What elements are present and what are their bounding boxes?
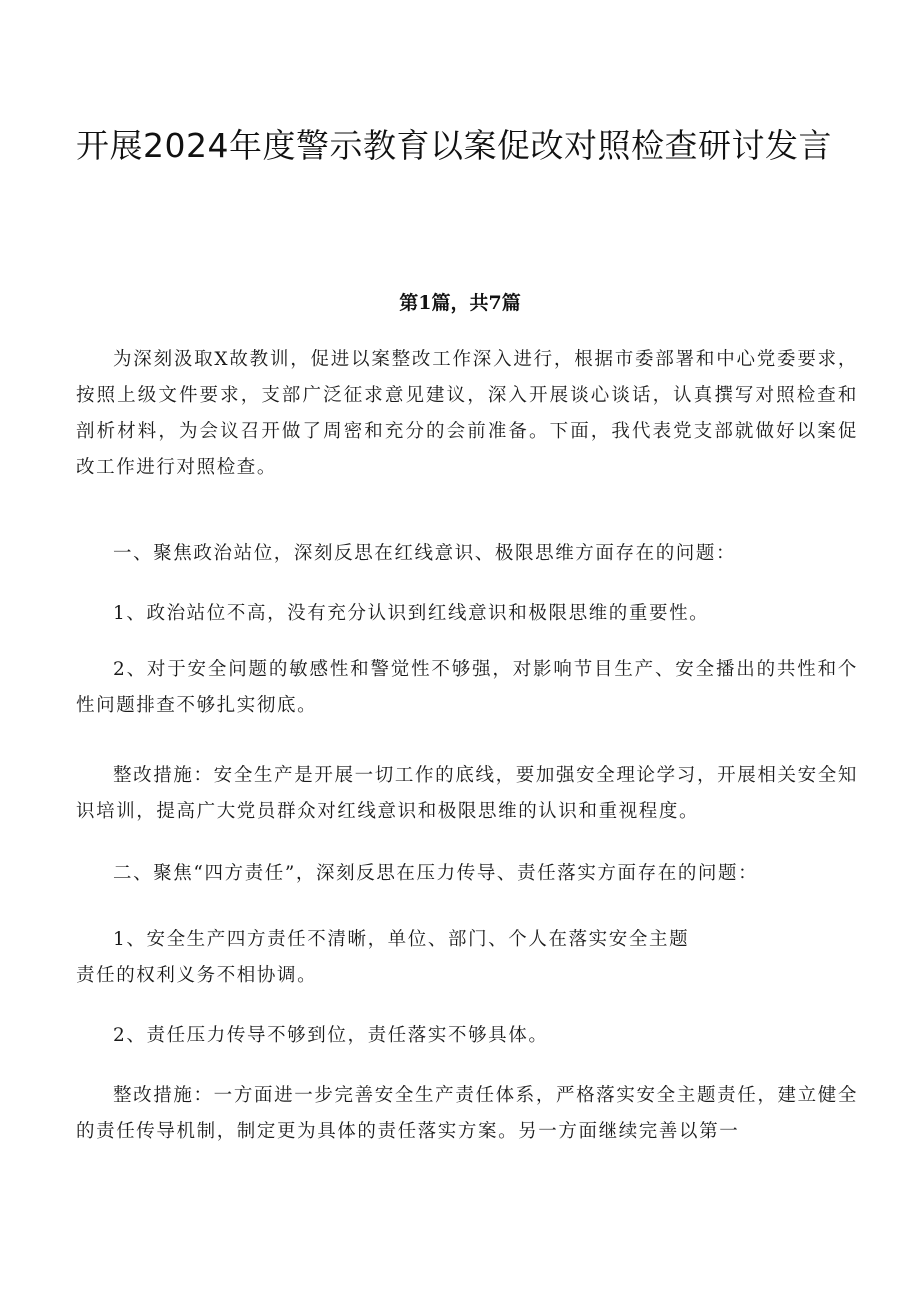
section-1-item-1: 1、政治站位不高，没有充分认识到红线意识和极限思维的重要性。 — [113, 603, 710, 624]
part-indicator: 第1篇，共7篇 — [399, 292, 521, 314]
section-2-item-1-line-1: 1、安全生产四方责任不清晰，单位、部门、个人在落实安全主题 — [113, 929, 690, 950]
section-1-measures: 整改措施：安全生产是开展一切工作的底线，要加强安全理论学习，开展相关安全知识培训，提高广大党员群众对红线意识和极限思维的认识和重视程度。 — [76, 765, 858, 822]
document-title: 开展2024年度警示教育以案促改对照检查研讨发言 — [76, 126, 832, 165]
section-2-heading: 二、聚焦“四方责任”，深刻反思在压力传导、责任落实方面存在的问题： — [113, 863, 759, 884]
intro-paragraph: 为深刻汲取X故教训，促进以案整改工作深入进行，根据市委部署和中心党委要求，按照上级文件要求，支部广泛征求意见建议，深入开展谈心谈话，认真撰写对照检查和剖析材料，为会议召开做了周密和充分的会前准备。下面，我代表党支部就做好以案促改工作进行对照检查。 — [76, 349, 858, 478]
section-2-item-1-line-2: 责任的权利义务不相协调。 — [76, 965, 318, 986]
section-2-item-2: 2、责任压力传导不够到位，责任落实不够具体。 — [113, 1025, 549, 1046]
section-1-item-2: 2、对于安全问题的敏感性和警觉性不够强，对影响节目生产、安全播出的共性和个性问题排查不够扎实彻底。 — [76, 659, 858, 716]
section-2-item-1 — [76, 922, 858, 994]
section-2-measures: 整改措施：一方面进一步完善安全生产责任体系，严格落实安全主题责任，建立健全的责任传导机制，制定更为具体的责任落实方案。另一方面继续完善以第一 — [76, 1085, 858, 1142]
section-1-heading: 一、聚焦政治站位，深刻反思在红线意识、极限思维方面存在的问题： — [113, 543, 737, 564]
